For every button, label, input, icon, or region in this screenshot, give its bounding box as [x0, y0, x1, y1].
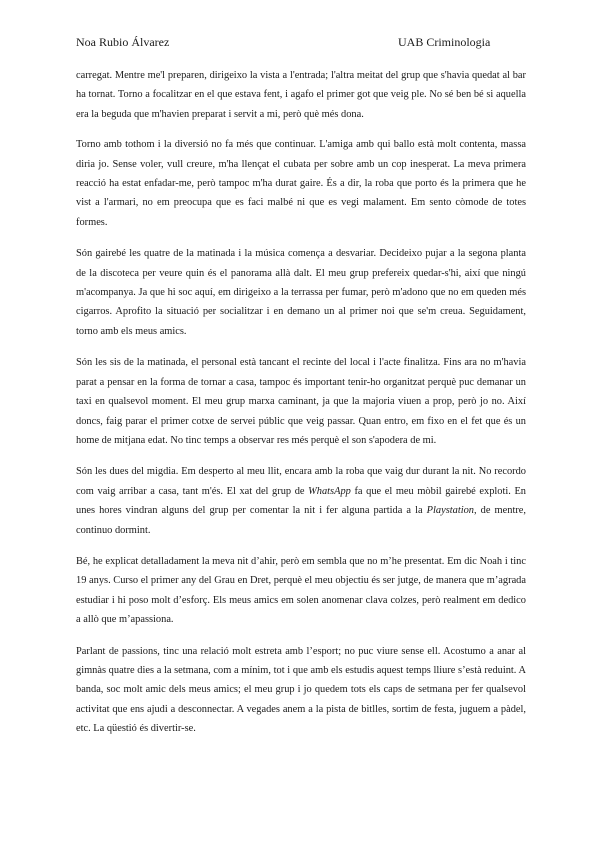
app-name-playstation: Playstation	[426, 505, 475, 517]
app-name-whatsapp: WhatsApp	[308, 485, 351, 497]
paragraph: Torno amb tothom i la diversió no fa més que continuar. L'amiga amb qui ballo està molt contenta, massa diria jo. Sense voler, vull creure, m'ha llençat el cubata per sobre amb un cop inesperat. La meva primera reacció ha estat enfadar-me, però tampoc m'ha durat gaire. És a dir, la roba que porto és la primera que he vist a l'armari, no em preocupa que es faci malbé ni que es vegi malament. Em sento còmode de totes formes.	[76, 139, 526, 228]
author-name: Noa Rubio Álvarez	[76, 35, 170, 49]
paragraph	[76, 462, 526, 540]
paragraph: Són les sis de la matinada, el personal està tancant el recinte del local i l'acte finalitza. Fins ara no m'havia parat a pensar en la forma de tornar a casa, tampoc és important tenir-ho organitzat perquè puc demanar un taxi en qualsevol moment. El meu grup marxa caminant, ja que la majoria viuen a prop, però jo no. Així doncs, faig parar el primer cotxe de servei públic que veig passar. Quan entro, em fixo en el fet que és un home de mitjana edat. No tinc temps a observar res més perquè el son s'apodera de mi.	[76, 357, 526, 446]
institution-name: UAB Criminologia	[398, 35, 491, 49]
paragraph: carregat. Mentre me'l preparen, dirigeixo la vista a l'entrada; l'altra meitat del grup que s'havia quedat al bar ha tornat. Torno a focalitzar en el que estava fent, i agafo el primer got que veig ple. No sé ben bé si aquella era la beguda que m'havien preparat i servit a mi, però què més dona.	[76, 70, 526, 120]
paragraph-text: fa que el meu mòbil gairebé exploti. En unes hores vindran alguns del grup per comentar la nit i fer alguna partida a la	[76, 485, 526, 517]
paragraph: Són gairebé les quatre de la matinada i la música comença a desvariar. Decideixo pujar a la segona planta de la discoteca per veure quin és el panorama allà dalt. El meu grup prefereix quedar-s'hi, així que ningú m'acompanya. Ja que hi soc aquí, em dirigeixo a la terrassa per fumar, però m'adono que no em queden més cigarros. Aprofito la situació per socialitzar i en demano un al primer noi que se'm creua. Seguidament, torno amb els meus amics.	[76, 248, 526, 337]
page-header	[76, 35, 496, 53]
document-body	[76, 66, 526, 751]
paragraph: Parlant de passions, tinc una relació molt estreta amb l’esport; no puc viure sense ell. Acostumo a anar al gimnàs quatre dies a la setmana, com a mínim, tot i que amb els estudis aquest temps lliure s’està reduint. A banda, soc molt amic dels meus amics; el meu grup i jo quedem tots els caps de setmana per fer qualsevol activitat que ens ajudi a desconnectar. A vegades anem a la pista de bitlles, sortim de festa, juguem a pàdel, etc. La qüestió és divertir-se.	[76, 645, 526, 735]
paragraph-text: Són les dues del migdia. Em desperto al meu llit, encara amb la roba que vaig dur durant la nit. No recordo com vaig arribar a casa, tant m'és. El xat del grup de	[76, 466, 526, 497]
paragraph-text: , de mentre, continuo dormint.	[76, 505, 526, 536]
paragraph: Bé, he explicat detalladament la meva nit d’ahir, però em sembla que no m’he presentat. Em dic Noah i tinc 19 anys. Curso el primer any del Grau en Dret, perquè el meu objectiu és ser jutge, de manera que m’agrada estudiar i hi poso molt d’esforç. Els meus amics em solen anomenar clava colzes, però realment em dedico a allò que m’apassiona.	[76, 555, 526, 626]
